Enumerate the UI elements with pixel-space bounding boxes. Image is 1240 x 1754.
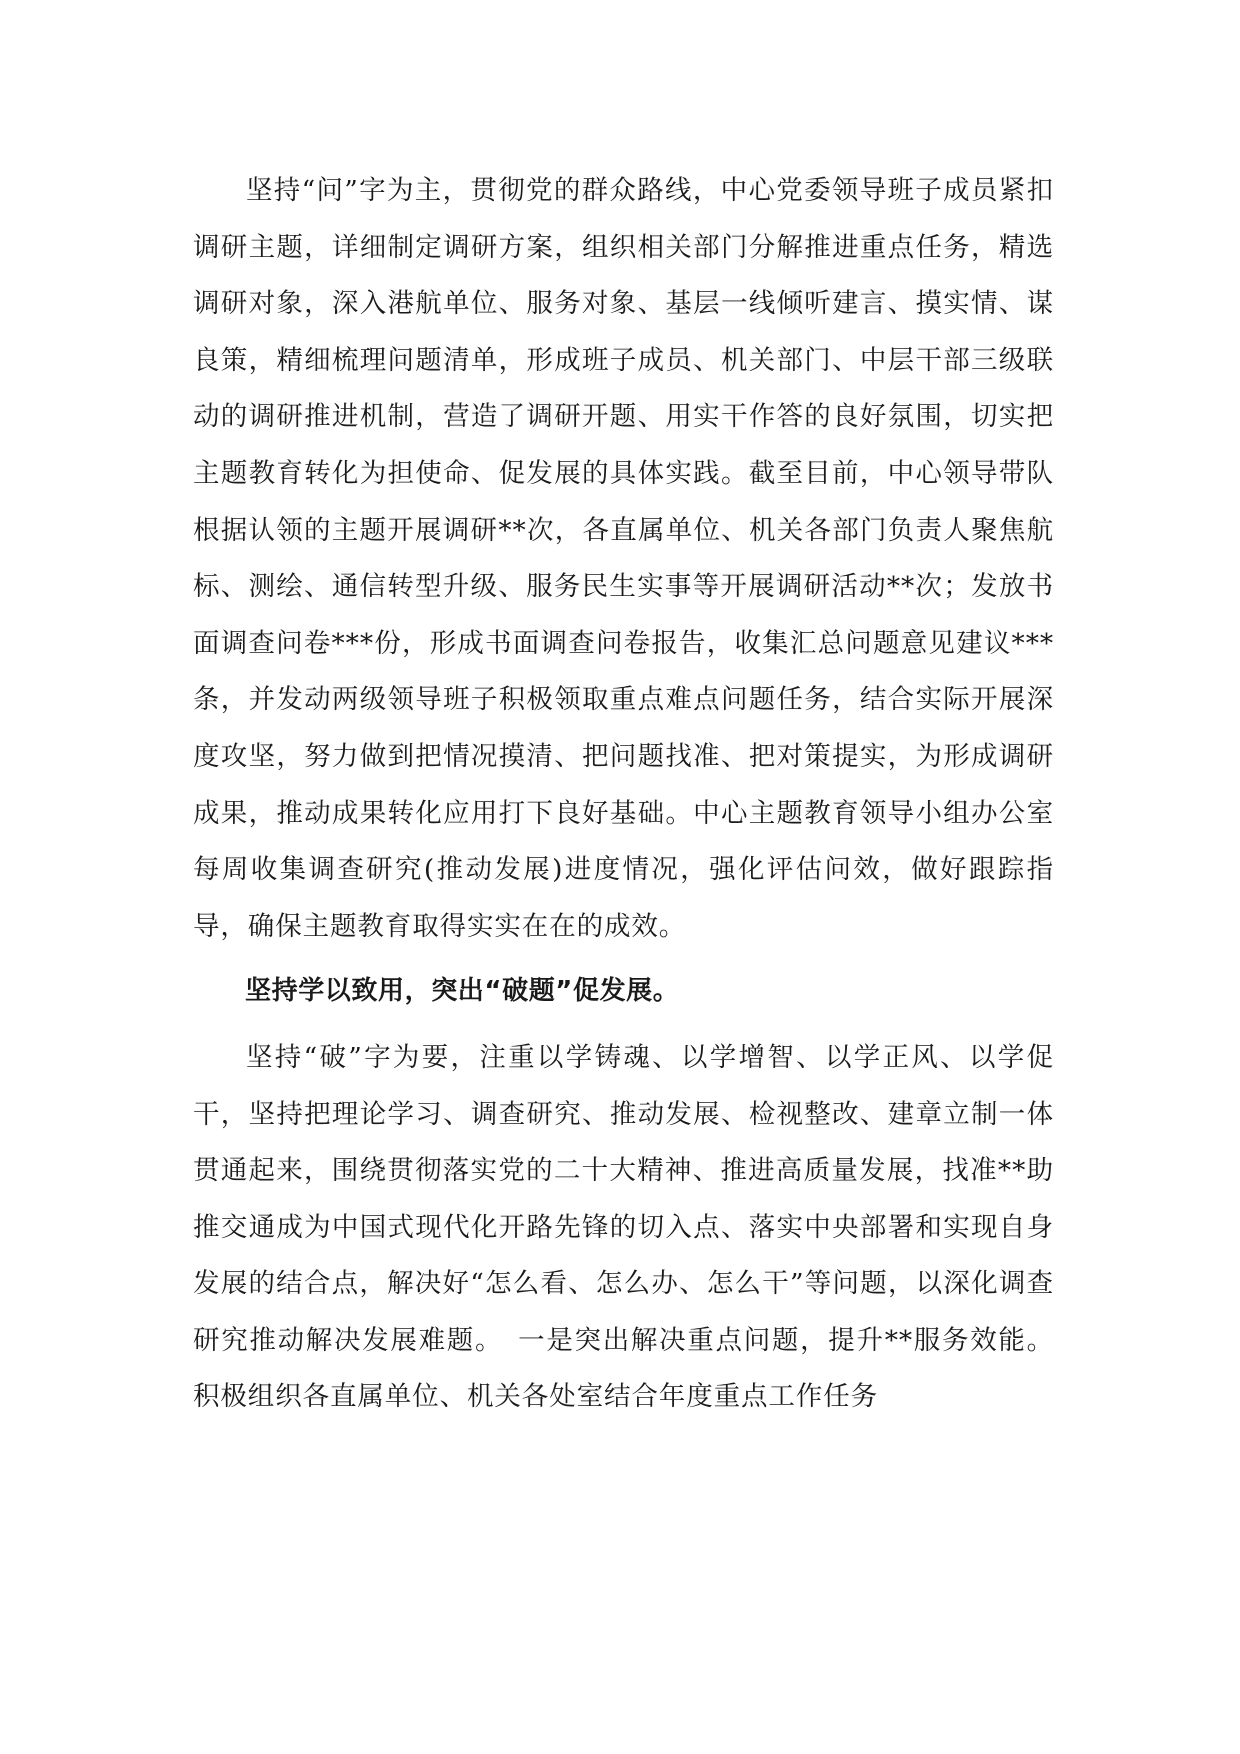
body-paragraph-2: 坚持“破”字为要，注重以学铸魂、以学增智、以学正风、以学促干，坚持把理论学习、调查研究、推动发展、检视整改、建章立制一体贯通起来，围绕贯彻落实党的二十大精神、推进高质量发展，找准**助推交通成为中国式现代化开路先锋的切入点、落实中央部署和实现自身发展的结合点，解决好“怎么看、怎么办、怎么干”等问题，以深化调查研究推动解决发展难题。 一是突出解决重点问题，提升**服务效能。积极组织各直属单位、机关各处室结合年度重点工作任务	[193, 1041, 1054, 1413]
body-paragraph-1: 坚持“问”字为主，贯彻党的群众路线，中心党委领导班子成员紧扣调研主题，详细制定调研方案，组织相关部门分解推进重点任务，精选调研对象，深入港航单位、服务对象、基层一线倾听建言、摸实情、谋良策，精细梳理问题清单，形成班子成员、机关部门、中层干部三级联动的调研推进机制，营造了调研开题、用实干作答的良好氛围，切实把主题教育转化为担使命、促发展的具体实践。截至目前，中心领导带队根据认领的主题开展调研**次，各直属单位、机关各部门负责人聚焦航标、测绘、通信转型升级、服务民生实事等开展调研活动**次；发放书面调查问卷***份，形成书面调查问卷报告，收集汇总问题意见建议***条，并发动两级领导班子积极领取重点难点问题任务，结合实际开展深度攻坚，努力做到把情况摸清、把问题找准、把对策提实，为形成调研成果，推动成果转化应用打下良好基础。中心主题教育领导小组办公室每周收集调查研究(推动发展)进度情况，强化评估问效，做好跟踪指导，确保主题教育取得实实在在的成效。	[193, 175, 1054, 942]
document-body	[193, 163, 1054, 1426]
section-heading: 坚持学以致用，突出“破题”促发展。	[245, 976, 680, 1007]
